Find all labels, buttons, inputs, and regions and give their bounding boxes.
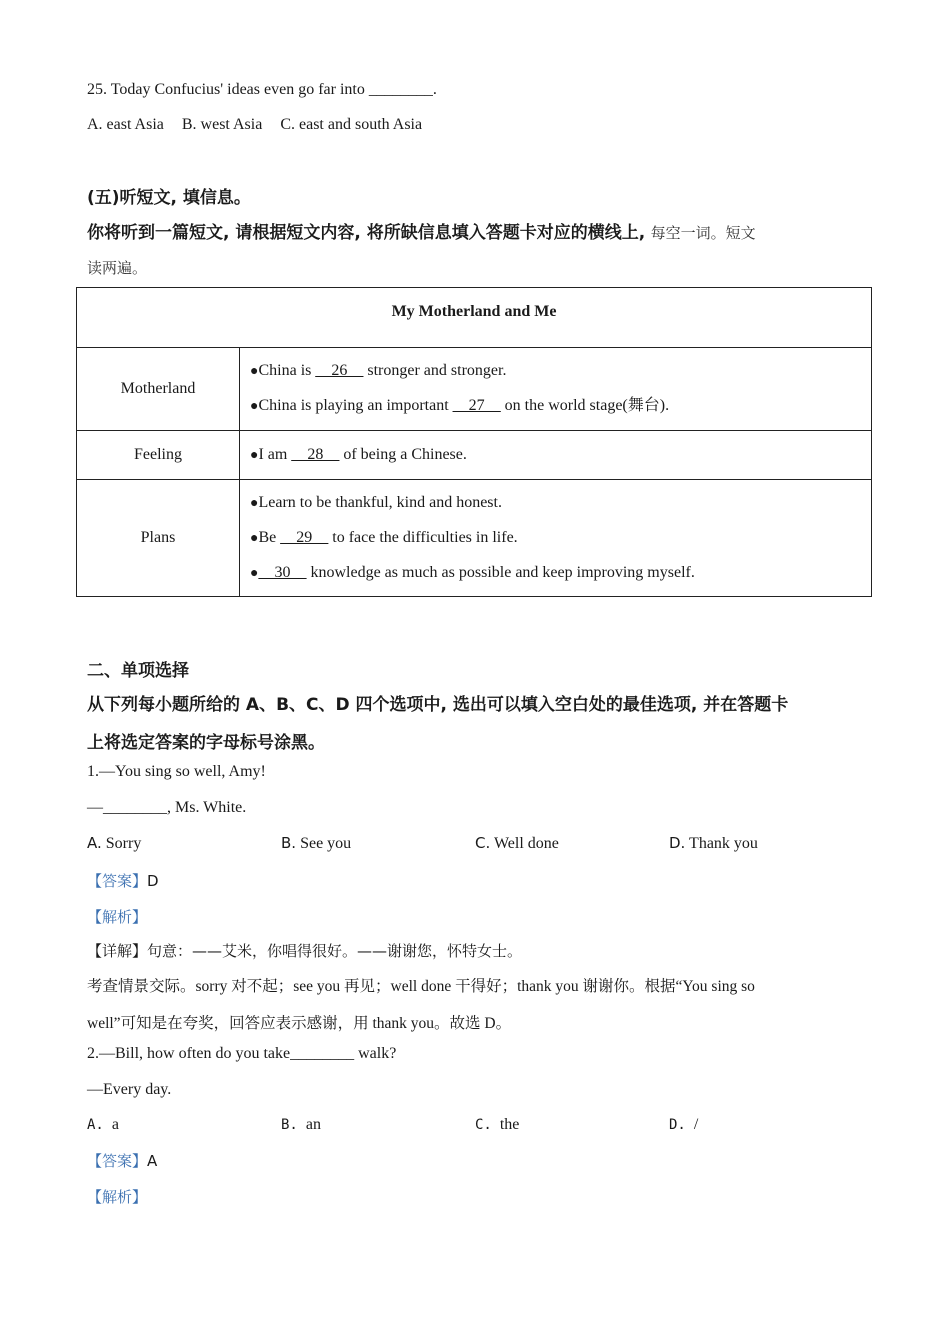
q25-option-c: C. east and south Asia (280, 116, 423, 133)
answer-tag: 【答案】 (87, 1152, 148, 1170)
q25-question: 25. Today Confucius' ideas even go far into ________. (87, 81, 437, 98)
row-label: Plans (77, 480, 240, 597)
q1-explain-line1: 考查情景交际。sorry 对不起；see you 再见；well done 干得好；thank you 谢谢你。根据“You sing so (87, 978, 755, 995)
q1-detail (87, 940, 522, 961)
blank-29: __29__ (280, 528, 329, 546)
detail-tag: 【详解】 (87, 942, 148, 960)
section5-instruction-bold: 你将听到一篇短文, 请根据短文内容, 将所缺信息填入答题卡对应的横线上, (87, 223, 646, 243)
bullet-icon: ● (250, 565, 259, 581)
q1-option-c: C. Well done (475, 834, 559, 852)
q2-analysis-tag: 【解析】 (87, 1188, 148, 1206)
part2-instruction-line1: 从下列每小题所给的 A、B、C、D 四个选项中, 选出可以填入空白处的最佳选项, 并在答题卡 (87, 695, 789, 715)
q1-line2: —________, Ms. White. (87, 799, 247, 816)
bullet-icon: ● (250, 399, 259, 414)
section5-instruction (87, 218, 756, 243)
row-content (240, 431, 872, 480)
bullet-icon: ● (250, 495, 259, 511)
row-label: Feeling (77, 431, 240, 480)
bullet-icon: ● (250, 447, 259, 463)
answer-value: A (147, 1152, 158, 1170)
q1-answer (87, 870, 159, 891)
q1-line1: 1.—You sing so well, Amy! (87, 763, 266, 780)
q2-option-b: B. an (281, 1116, 321, 1133)
q2-answer (87, 1150, 157, 1171)
table-row (77, 480, 872, 597)
blank-26: __26__ (315, 362, 364, 379)
q1-analysis-tag: 【解析】 (87, 908, 148, 926)
table-row (77, 431, 872, 480)
answer-value: D (147, 872, 159, 890)
q1-option-a: A. Sorry (87, 834, 142, 852)
part2-heading: 二、单项选择 (87, 661, 189, 681)
section5-instruction-tail: 每空一词。短文 (650, 224, 756, 242)
q2-options (87, 1116, 887, 1136)
q2-line1: 2.—Bill, how often do you take________ walk? (87, 1045, 397, 1062)
row-content (240, 480, 872, 597)
part2-instruction-line2: 上将选定答案的字母标号涂黑。 (87, 733, 325, 753)
info-table (76, 287, 872, 597)
bullet-item: ●Be __29__ to face the difficulties in life. (250, 528, 518, 546)
q2-line2: —Every day. (87, 1081, 172, 1098)
table-row (77, 348, 872, 431)
bullet-icon: ● (250, 530, 259, 546)
bullet-item: ●China is playing an important __27__ on the world stage(舞台). (250, 397, 670, 414)
q1-explain-line2: well”可知是在夸奖，回答应表示感谢，用 thank you。故选 D。 (87, 1015, 512, 1032)
q2-option-d: D. / (669, 1116, 699, 1133)
bullet-item: ●I am __28__ of being a Chinese. (250, 445, 467, 463)
q2-option-a: A. a (87, 1116, 119, 1133)
q1-option-d: D. Thank you (669, 834, 758, 852)
section5-heading: (五)听短文, 填信息。 (87, 188, 251, 208)
q25-option-a: A. east Asia (87, 116, 164, 133)
q1-option-b: B. See you (281, 834, 352, 852)
section5-instruction-line2: 读两遍。 (87, 259, 148, 277)
q1-options (87, 834, 887, 854)
blank-27: __27__ (452, 397, 501, 414)
table-title: My Motherland and Me (77, 288, 872, 348)
bullet-item: ●China is __26__ stronger and stronger. (250, 362, 507, 379)
row-label: Motherland (77, 348, 240, 431)
bullet-icon: ● (250, 364, 259, 379)
blank-30: __30__ (258, 563, 307, 581)
bullet-item: ●__30__ knowledge as much as possible and keep improving myself. (250, 563, 695, 581)
row-content (240, 348, 872, 431)
bullet-item: ●Learn to be thankful, kind and honest. (250, 493, 502, 511)
q2-option-c: C. the (475, 1116, 520, 1133)
detail-text: 句意：——艾米，你唱得很好。——谢谢您，怀特女士。 (147, 942, 523, 960)
answer-tag: 【答案】 (87, 872, 148, 890)
q25-option-b: B. west Asia (181, 116, 263, 133)
blank-28: __28__ (291, 445, 340, 463)
q25-options (87, 116, 436, 134)
